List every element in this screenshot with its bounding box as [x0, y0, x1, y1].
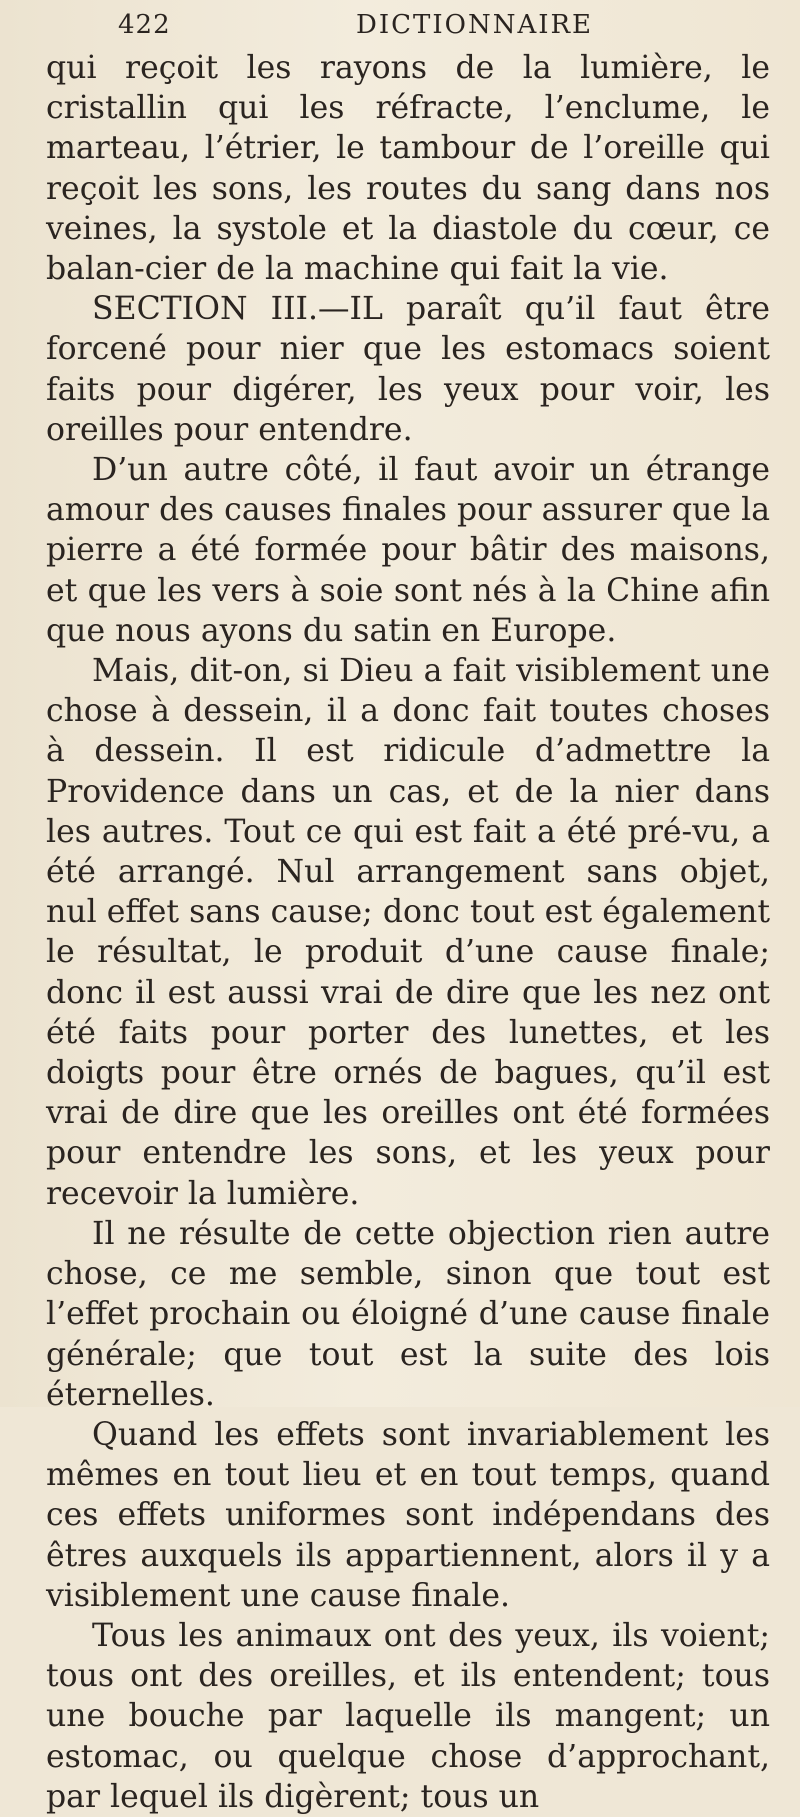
paragraph: D’un autre côté, il faut avoir un étrange amour des causes finales pour assurer que la pierre a été formée pour bâtir des maisons, et que les vers à soie sont nés à la Chine afin que nous ayons du satin en Europe. [46, 452, 770, 649]
paragraph: Il ne résulte de cette objection rien autre chose, ce me semble, sinon que tout est l’effet prochain ou éloigné d’une cause finale générale; que tout est la suite des lois éternelles. [46, 1215, 770, 1413]
paragraph-section-iii: SECTION III.—IL paraît qu’il faut être forcené pour nier que les estomacs soient faits pour digérer, les yeux pour voir, les oreilles pour entendre. [46, 291, 770, 448]
page-number: 422 [118, 10, 171, 40]
paragraph: Mais, dit-on, si Dieu a fait visiblement une chose à dessein, il a donc fait toutes choses à dessein. Il est ridicule d’admettre la Providence dans un cas, et de la nier dans les autres. Tout ce qui est fait a été pré-vu, a été arrangé. Nul arrangement sans objet, nul effet sans cause; donc tout est également le résultat, le produit d’une cause finale; donc il est aussi vrai de dire que les nez ont été faits pour porter des lunettes, et les doigts pour être ornés de bagues, qu’il est vrai de dire que les oreilles ont été formées pour entendre les sons, et les yeux pour recevoir la lumière. [46, 653, 770, 1212]
running-title: DICTIONNAIRE [356, 10, 594, 40]
paragraph-continuation: qui reçoit les rayons de la lumière, le cristallin qui les réfracte, l’enclume, le marteau, l’étrier, le tambour de l’oreille qui reçoit les sons, les routes du sang dans nos veines, la systole et la diastole du cœur, ce balan-cier de la machine qui fait la vie. [46, 50, 770, 288]
body-text [46, 48, 770, 1817]
running-header [46, 0, 770, 40]
paragraph: Tous les animaux ont des yeux, ils voient; tous ont des oreilles, et ils entendent; tous une bouche par laquelle ils mangent; un estomac, ou quelque chose d’approchant, par lequel ils digèrent; tous un [46, 1617, 770, 1815]
paragraph: Quand les effets sont invariablement les mêmes en tout lieu et en tout temps, quand ces effets uniformes sont indépendans des êtres auxquels ils appartiennent, alors il y a visiblement une cause finale. [46, 1416, 770, 1614]
